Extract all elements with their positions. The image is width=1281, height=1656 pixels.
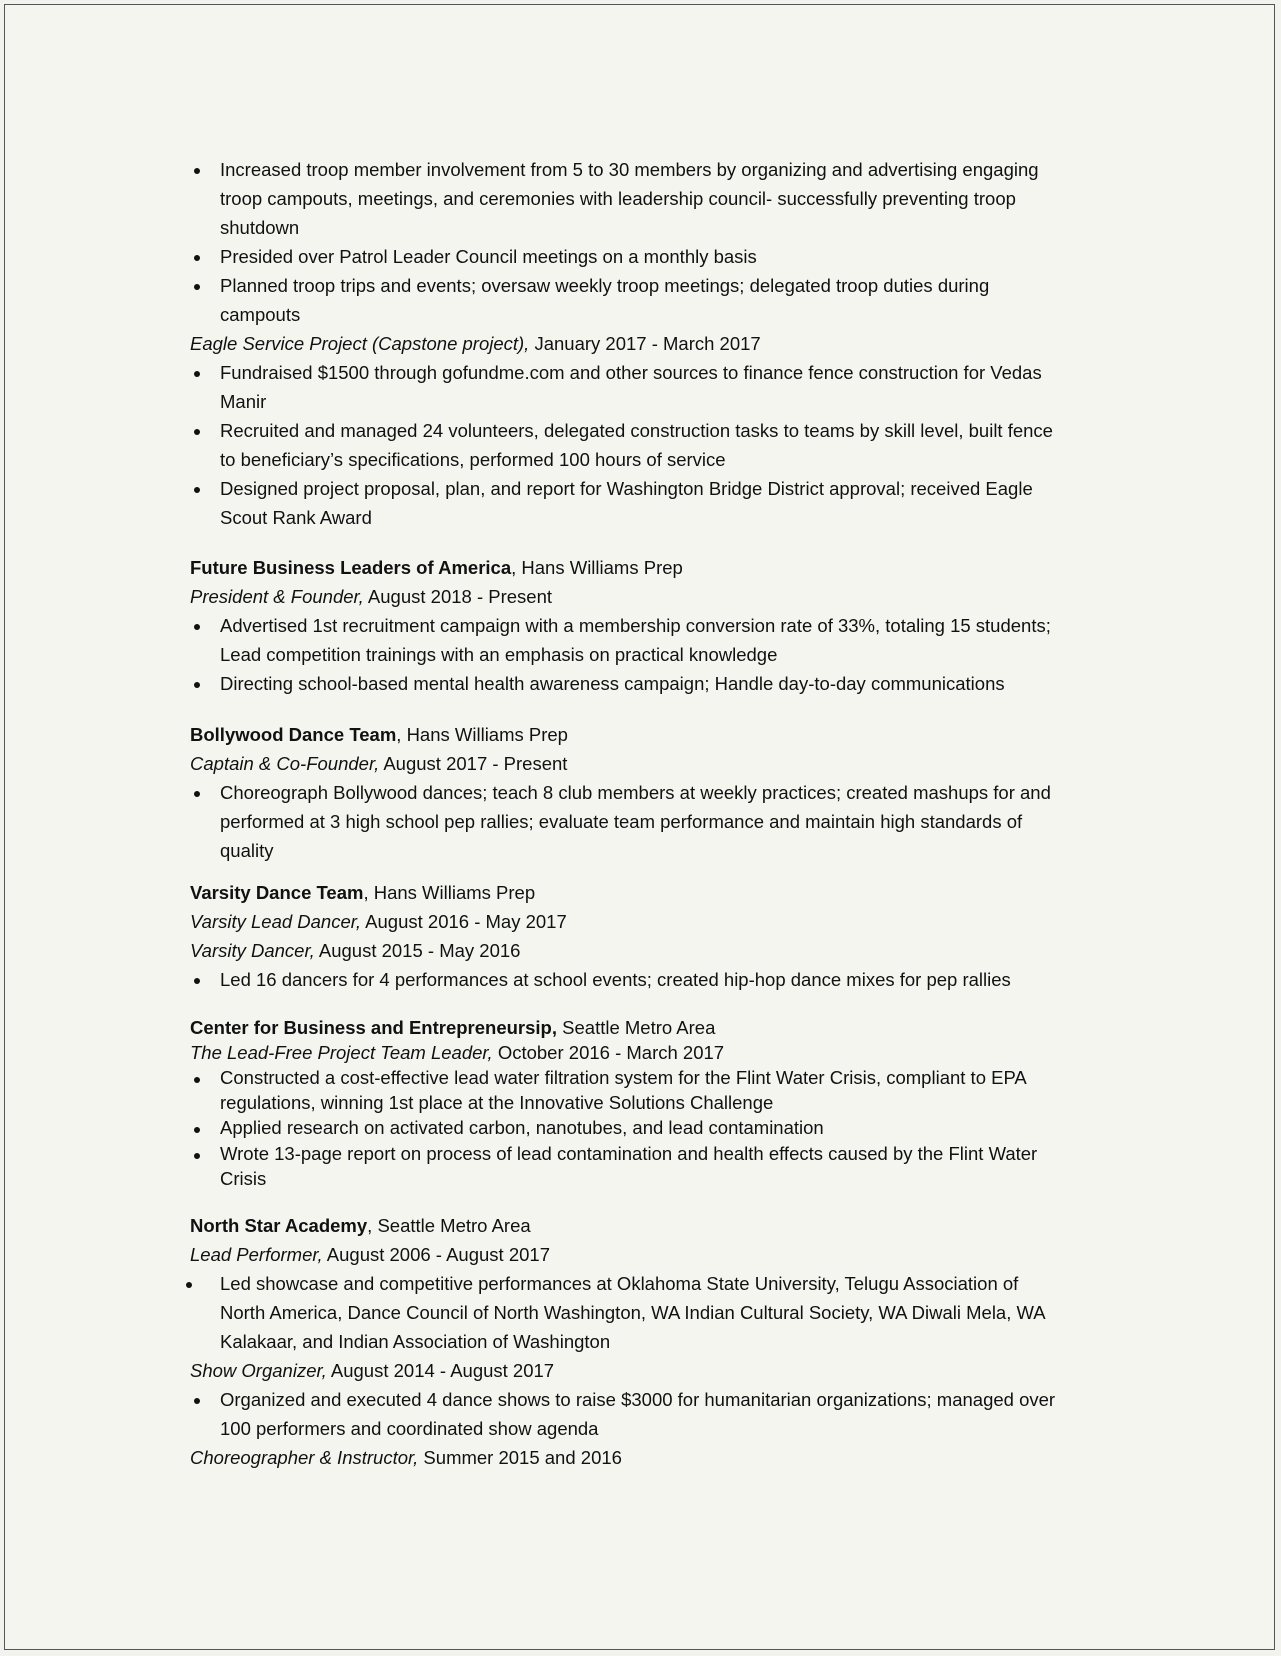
role-dates: August 2015 - May 2016 [314, 940, 521, 961]
org-location: , Hans Williams Prep [511, 557, 683, 578]
org-heading [190, 878, 535, 907]
bullet-text: Applied research on activated carbon, nanotubes, and lead contamination [220, 1117, 824, 1138]
role-line [190, 749, 567, 778]
bullet-text: Designed project proposal, plan, and report for Washington Bridge District approval; received Eagle [220, 478, 1033, 499]
bullet-text: Constructed a cost-effective lead water filtration system for the Flint Water Crisis, compliant to EPA [220, 1067, 1027, 1088]
bullet-text: Organized and executed 4 dance shows to raise $3000 for humanitarian organizations; managed over [220, 1389, 1056, 1410]
org-location: , Hans Williams Prep [363, 882, 536, 903]
role-dates: Summer 2015 and 2016 [418, 1447, 622, 1468]
bullet-dot [194, 487, 200, 493]
role-line [190, 1443, 622, 1472]
role-title: Eagle Service Project (Capstone project), [190, 333, 530, 354]
bullet-text: Choreograph Bollywood dances; teach 8 club members at weekly practices; created mashups for and [220, 782, 1051, 803]
bullet-text: quality [220, 840, 274, 861]
bullet-text: performed at 3 high school pep rallies; evaluate team performance and maintain high standards of [220, 811, 1023, 832]
bullet-text: Presided over Patrol Leader Council meetings on a monthly basis [220, 246, 757, 267]
role-dates: August 2006 - August 2017 [322, 1244, 550, 1265]
role-title: Varsity Dancer, [190, 940, 315, 961]
bullet-text: regulations, winning 1st place at the Innovative Solutions Challenge [220, 1092, 774, 1113]
role-title: Choreographer & Instructor, [190, 1447, 419, 1468]
role-line [190, 329, 761, 358]
bullet-text: Manir [220, 391, 267, 412]
bullet-dot [194, 624, 200, 630]
role-title: The Lead-Free Project Team Leader, [190, 1042, 493, 1063]
bullet-dot [186, 1282, 192, 1288]
org-location: Seattle Metro Area [557, 1017, 716, 1038]
bullet-text: Kalakaar, and Indian Association of Washington [220, 1331, 611, 1352]
role-title: President & Founder, [190, 586, 364, 607]
role-dates: August 2018 - Present [363, 586, 553, 607]
bullet-dot [194, 1398, 200, 1404]
bullet-dot [194, 168, 200, 174]
bullet-text: Led showcase and competitive performances at Oklahoma State University, Telugu Association of [220, 1273, 1019, 1294]
bullet-text: troop campouts, meetings, and ceremonies with leadership council- successfully preventing troop [220, 188, 1016, 209]
bullet-dot [194, 284, 200, 290]
bullet-dot [194, 1127, 200, 1133]
org-heading [190, 720, 568, 749]
bullet-text: Led 16 dancers for 4 performances at school events; created hip-hop dance mixes for pep rallies [220, 969, 1011, 990]
org-name: Bollywood Dance Team [190, 724, 397, 745]
org-heading [190, 1015, 715, 1041]
bullet-text: Crisis [220, 1168, 267, 1189]
role-dates: August 2017 - Present [379, 753, 568, 774]
org-name: Varsity Dance Team [190, 882, 364, 903]
role-dates: August 2016 - May 2017 [361, 911, 567, 932]
bullet-text: Increased troop member involvement from 5 to 30 members by organizing and advertising engaging [220, 159, 1039, 180]
role-title: Varsity Lead Dancer, [190, 911, 362, 932]
bullet-dot [194, 1077, 200, 1083]
bullet-text: shutdown [220, 217, 300, 238]
org-location: , Seattle Metro Area [367, 1215, 531, 1236]
org-heading [190, 1211, 531, 1240]
org-location: , Hans Williams Prep [396, 724, 568, 745]
bullet-dot [194, 371, 200, 377]
bullet-dot [194, 978, 200, 984]
org-name: Future Business Leaders of America [190, 557, 512, 578]
role-dates: August 2014 - August 2017 [326, 1360, 555, 1381]
bullet-dot [194, 255, 200, 261]
bullet-text: North America, Dance Council of North Washington, WA Indian Cultural Society, WA Diwali Mela, WA [220, 1302, 1046, 1323]
role-line [190, 936, 520, 965]
bullet-text: Recruited and managed 24 volunteers, delegated construction tasks to teams by skill level, built fence [220, 420, 1053, 441]
bullet-text: campouts [220, 304, 301, 325]
role-dates: October 2016 - March 2017 [492, 1042, 725, 1063]
org-name: Center for Business and Entrepreneursip, [190, 1017, 558, 1038]
bullet-text: Fundraised $1500 through gofundme.com and other sources to finance fence construction for Vedas [220, 362, 1042, 383]
bullet-text: to beneficiary’s specifications, performed 100 hours of service [220, 449, 726, 470]
role-line [190, 1240, 550, 1269]
bullet-text: Planned troop trips and events; oversaw weekly troop meetings; delegated troop duties during [220, 275, 990, 296]
role-line [190, 1040, 724, 1066]
org-name: North Star Academy [190, 1215, 368, 1236]
bullet-text: Directing school-based mental health awareness campaign; Handle day-to-day communications [220, 673, 1005, 694]
resume-page [4, 4, 1275, 1650]
bullet-dot [194, 1153, 200, 1159]
bullet-text: Scout Rank Award [220, 507, 372, 528]
bullet-dot [194, 682, 200, 688]
bullet-dot [194, 791, 200, 797]
bullet-text: 100 performers and coordinated show agenda [220, 1418, 599, 1439]
role-title: Show Organizer, [190, 1360, 327, 1381]
role-title: Captain & Co-Founder, [190, 753, 380, 774]
role-line [190, 1356, 554, 1385]
org-heading [190, 553, 683, 582]
role-line [190, 582, 552, 611]
bullet-text: Wrote 13-page report on process of lead contamination and health effects caused by the Flint Water [220, 1143, 1038, 1164]
role-title: Lead Performer, [190, 1244, 323, 1265]
role-line [190, 907, 567, 936]
bullet-text: Lead competition trainings with an emphasis on practical knowledge [220, 644, 778, 665]
bullet-text: Advertised 1st recruitment campaign with a membership conversion rate of 33%, totaling 15 students; [220, 615, 1051, 636]
bullet-dot [194, 429, 200, 435]
role-dates: January 2017 - March 2017 [529, 333, 761, 354]
